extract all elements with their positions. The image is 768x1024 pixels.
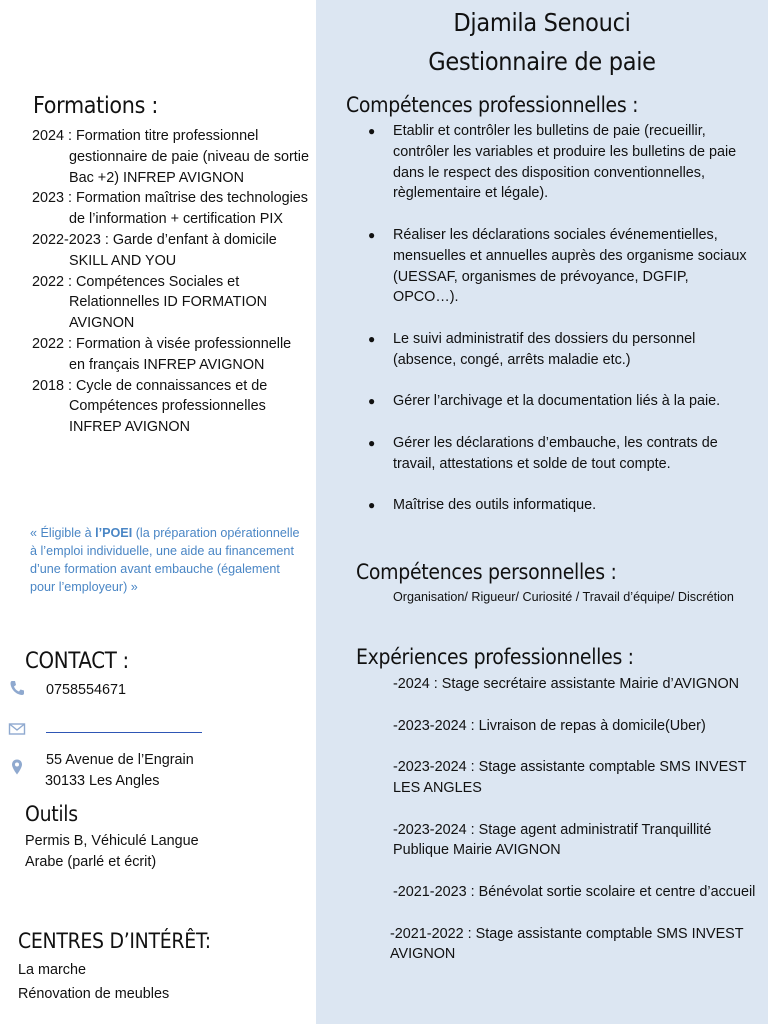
contact-heading: CONTACT : bbox=[25, 649, 129, 674]
list-item: ● Etablir et contrôler les bulletins de paie (recueillir, contrôler les variables et produire les bulletins de paie dans le respect des disposition conventionnelles, règlementaire et légale). bbox=[368, 121, 754, 204]
outils-text: Permis B, Véhiculé Langue Arabe (parlé et écrit) bbox=[25, 833, 199, 870]
experiences-heading: Expériences professionnelles : bbox=[356, 645, 634, 669]
poei-note bbox=[30, 524, 306, 596]
list-item: 2018 : Cycle de connaissances et de Compétences professionnelles INFREP AVIGNON bbox=[32, 377, 268, 436]
list-item: ● Gérer les déclarations d’embauche, les contrats de travail, attestations et solde de tout compte. bbox=[368, 433, 754, 475]
list-item: -2023-2024 : Livraison de repas à domicile(Uber) bbox=[393, 717, 706, 734]
experiences-list bbox=[390, 674, 762, 986]
poei-note-bold: l’POEI bbox=[95, 526, 133, 540]
competences-perso-heading: Compétences personnelles : bbox=[356, 560, 617, 584]
list-item: ● Maîtrise des outils informatique. bbox=[368, 495, 754, 516]
formations-heading: Formations : bbox=[33, 93, 159, 119]
mail-icon bbox=[8, 720, 26, 738]
interets-heading: CENTRES D’INTÉRÊT: bbox=[18, 929, 211, 953]
list-item: -2021-2022 : Stage assistante comptable SMS INVEST AVIGNON bbox=[390, 925, 744, 963]
phone-number: 0758554671 bbox=[46, 682, 127, 698]
list-item: -2023-2024 : Stage agent administratif Tranquillité Publique Mairie AVIGNON bbox=[393, 821, 712, 859]
list-item: ● Gérer l’archivage et la documentation liés à la paie. bbox=[368, 391, 754, 412]
list-item: -2023-2024 : Stage assistante comptable SMS INVEST LES ANGLES bbox=[393, 759, 747, 796]
competences-pro-list bbox=[368, 121, 754, 537]
job-title: Gestionnaire de paie bbox=[428, 47, 656, 76]
list-item: ● Le suivi administratif des dossiers du personnel (absence, congé, arrêts maladie etc.) bbox=[368, 329, 754, 371]
interet-item: Rénovation de meubles bbox=[18, 986, 170, 1002]
interet-item: La marche bbox=[18, 962, 86, 978]
competences-pro-heading: Compétences professionnelles : bbox=[346, 93, 639, 117]
email-link[interactable] bbox=[46, 714, 202, 733]
list-item: -2024 : Stage secrétaire assistante Mairie d’AVIGNON bbox=[393, 676, 740, 692]
list-item: 2023 : Formation maîtrise des technologies de l’information + certification PIX bbox=[32, 190, 308, 228]
formations-list bbox=[32, 126, 310, 438]
list-item: ● Réaliser les déclarations sociales événementielles, mensuelles et annuelles auprès des organisme sociaux (UESSAF, organismes de prévoyance, DGFIP, OPCO…). bbox=[368, 225, 754, 308]
phone-icon bbox=[8, 679, 26, 697]
list-item: 2022 : Compétences Sociales et Relationnelles ID FORMATION AVIGNON bbox=[32, 273, 268, 332]
address-line-2: 30133 Les Angles bbox=[45, 773, 160, 789]
list-item: 2022-2023 : Garde d’enfant à domicile SKILL AND YOU bbox=[32, 231, 277, 269]
list-item: 2024 : Formation titre professionnel gestionnaire de paie (niveau de sortie Bac +2) INFREP AVIGNON bbox=[32, 128, 310, 186]
list-item: 2022 : Formation à visée professionnelle en français INFREP AVIGNON bbox=[32, 335, 292, 373]
poei-note-prefix: « Éligible à bbox=[30, 526, 96, 540]
candidate-name: Djamila Senouci bbox=[453, 8, 631, 37]
competences-perso-text: Organisation/ Rigueur/ Curiosité / Travail d’équipe/ Discrétion bbox=[393, 590, 734, 604]
poei-note-rest: (la préparation opérationnelle à l’emploi individuelle, une aide au financement d’une formation avant embauche (également pour l’employeur) » bbox=[30, 526, 300, 594]
outils-heading: Outils bbox=[25, 802, 78, 826]
address-line-1: 55 Avenue de l’Engrain bbox=[46, 752, 194, 768]
list-item: -2021-2023 : Bénévolat sortie scolaire et centre d’accueil bbox=[393, 883, 756, 900]
location-pin-icon bbox=[8, 758, 26, 776]
